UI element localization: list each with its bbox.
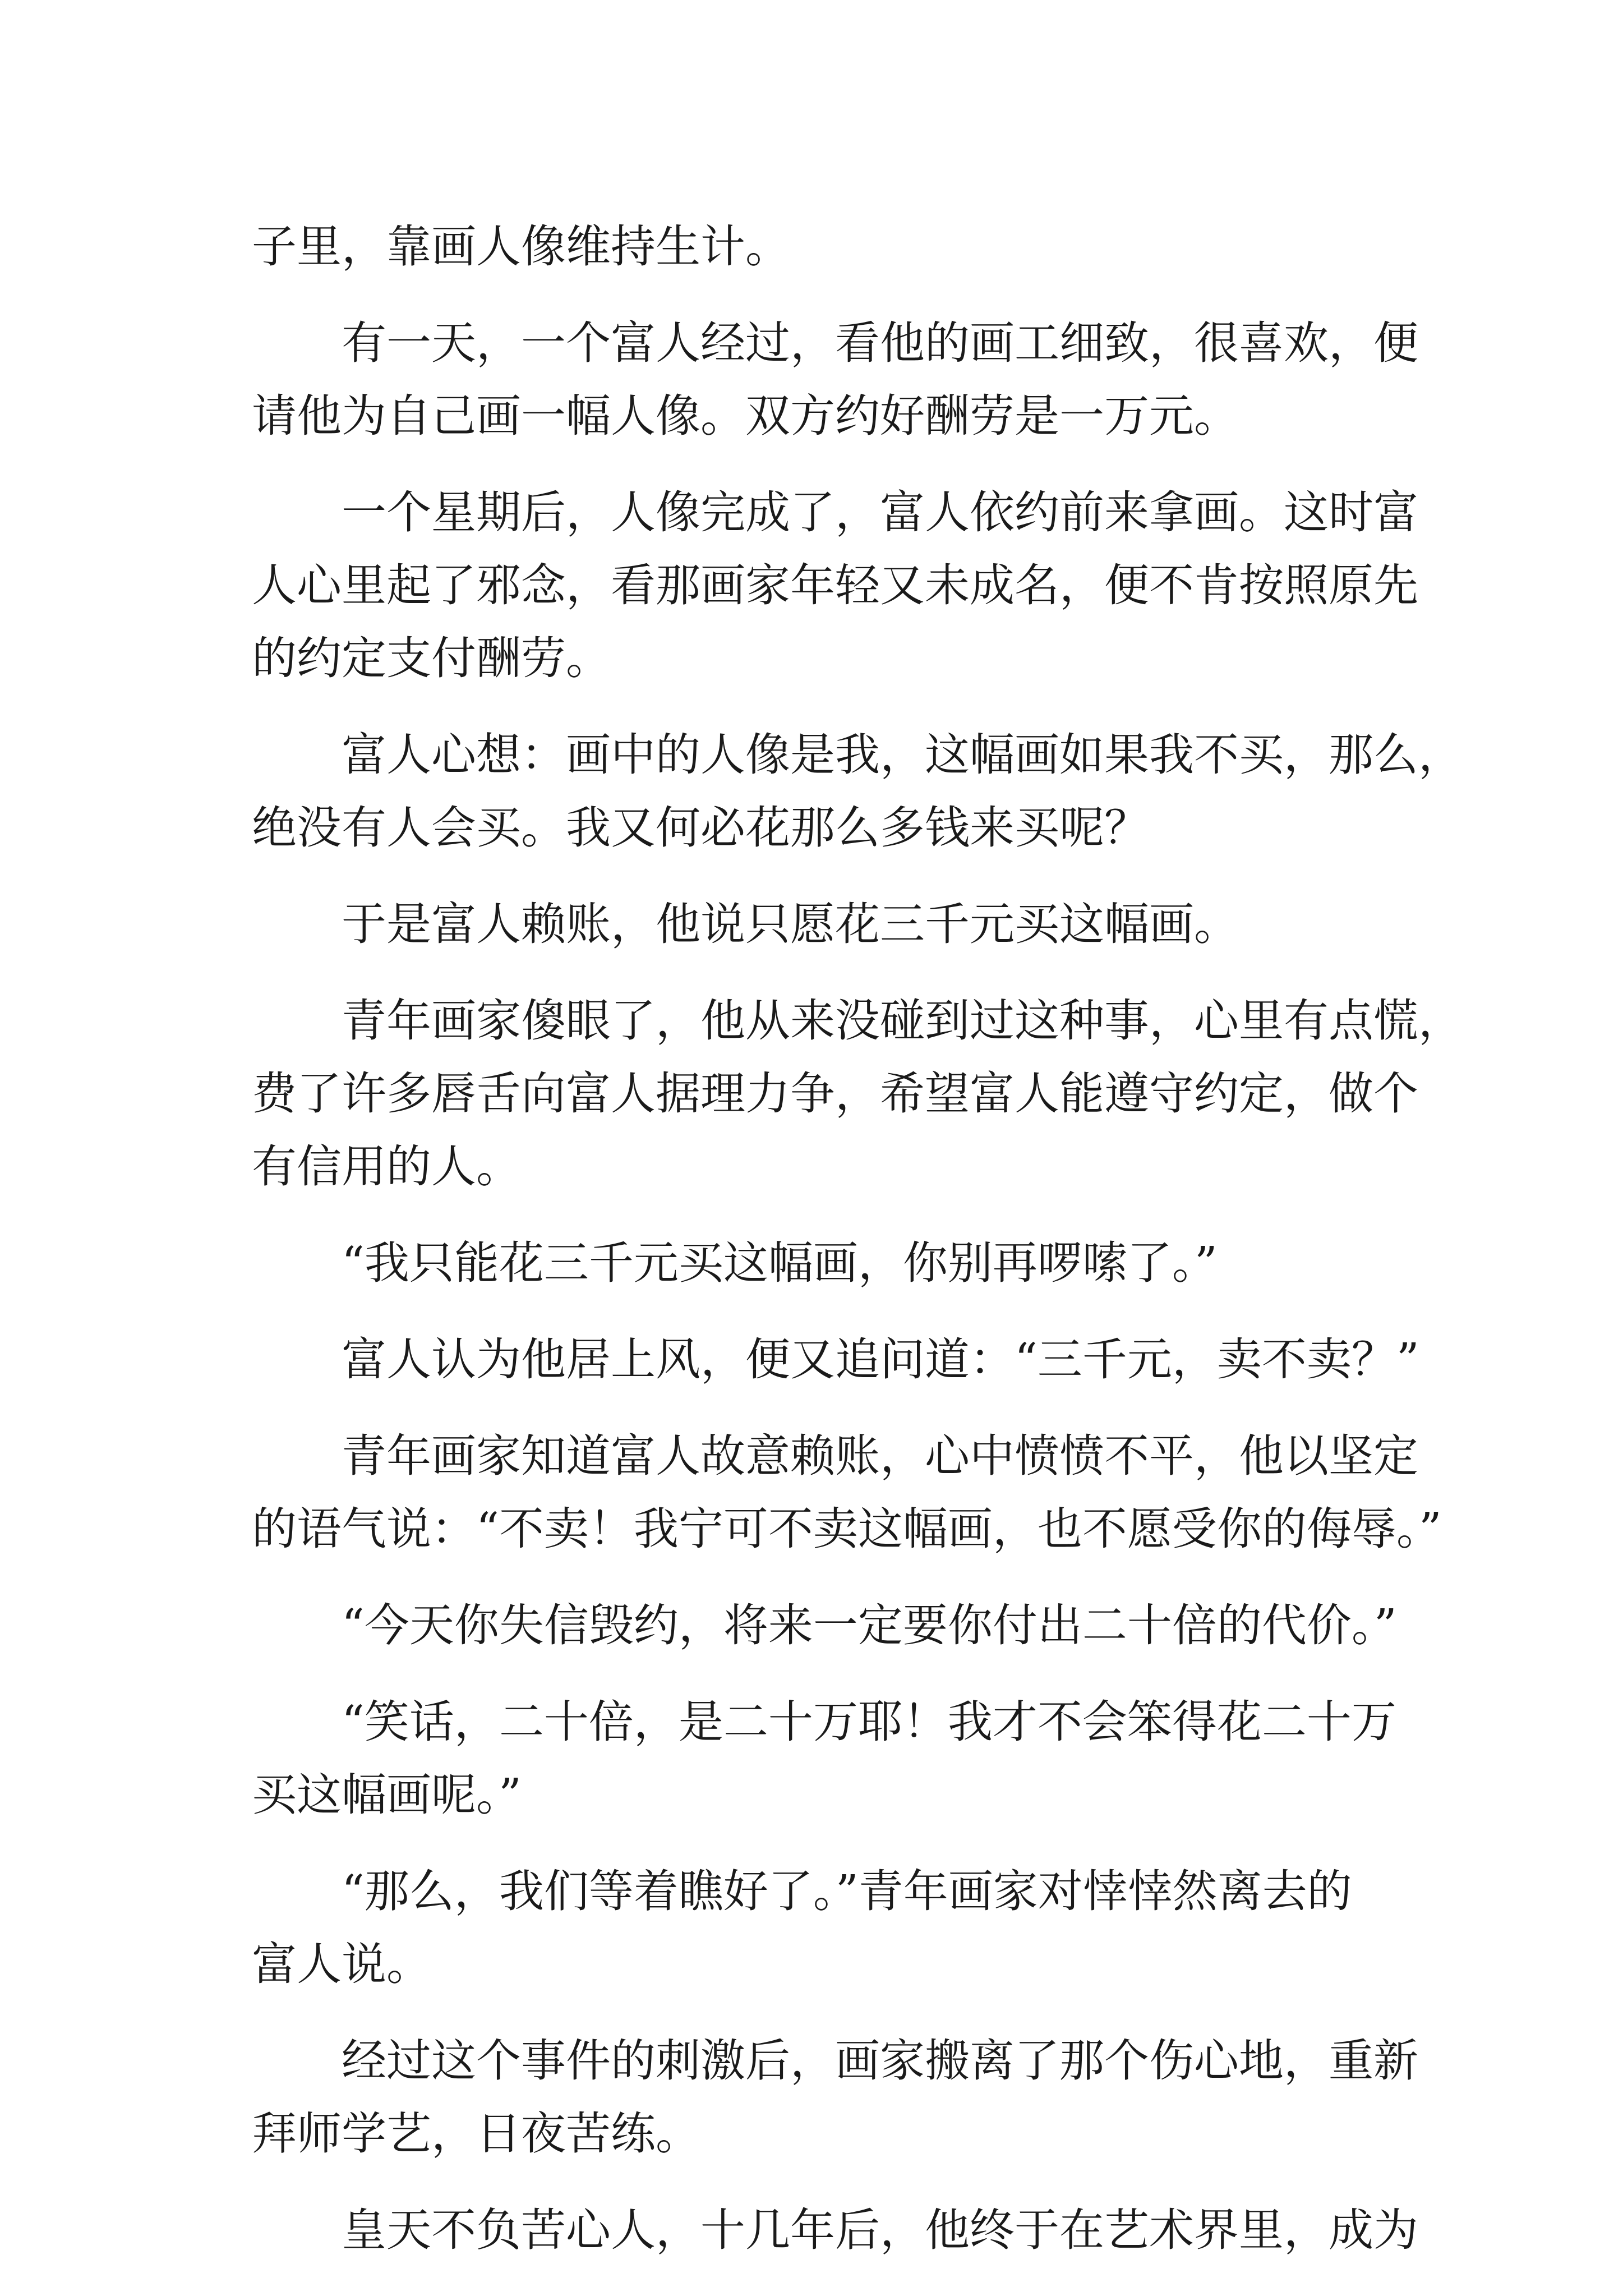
text-line-20: “那么，我们等着瞧好了。”青年画家对悻悻然离去的 [342,1865,1352,1917]
text-line-21: 富人说。 [252,1938,431,1990]
text-line-5: 人心里起了邪念，看那画家年轻又未成名，便不肯按照原先 [252,559,1418,611]
text-line-6: 的约定支付酬劳。 [252,632,611,684]
text-line-2: 有一天，一个富人经过，看他的画工细致，很喜欢，便 [342,317,1418,369]
text-line-19: 买这幅画呢。” [252,1769,522,1821]
text-line-7: 富人心想：画中的人像是我，这幅画如果我不买，那么， [342,729,1463,781]
text-line-15: 青年画家知道富人故意赖账，心中愤愤不平，他以坚定 [342,1430,1418,1482]
text-line-9: 于是富人赖账，他说只愿花三千元买这幅画。 [342,898,1239,950]
text-line-13: “我只能花三千元买这幅画，你别再啰嗦了。” [342,1237,1218,1289]
text-line-18: “笑话，二十倍，是二十万耶！我才不会笨得花二十万 [342,1696,1396,1748]
text-line-8: 绝没有人会买。我又何必花那么多钱来买呢？ [252,802,1149,854]
text-line-24: 皇天不负苦心人，十几年后，他终于在艺术界里，成为 [342,2204,1418,2256]
document-body [252,210,1463,2267]
text-line-23: 拜师学艺，日夜苦练。 [252,2108,700,2160]
text-line-12: 有信用的人。 [252,1140,521,1193]
text-line-14: 富人认为他居上风，便又追问道：“三千元，卖不卖？” [342,1333,1419,1386]
text-line-17: “今天你失信毁约，将来一定要你付出二十倍的代价。” [342,1599,1397,1651]
text-line-10: 青年画家傻眼了，他从来没碰到过这种事，心里有点慌， [342,995,1463,1047]
text-line-3: 请他为自己画一幅人像。双方约好酬劳是一万元。 [252,390,1239,442]
text-line-11: 费了许多唇舌向富人据理力争，希望富人能遵守约定，做个 [252,1068,1418,1120]
text-line-22: 经过这个事件的刺激后，画家搬离了那个伤心地，重新 [342,2035,1418,2087]
text-line-1: 子里，靠画人像维持生计。 [252,220,790,273]
text-line-4: 一个星期后，人像完成了，富人依约前来拿画。这时富 [342,486,1418,539]
text-line-16: 的语气说：“不卖！我宁可不卖这幅画，也不愿受你的侮辱。” [252,1503,1442,1555]
